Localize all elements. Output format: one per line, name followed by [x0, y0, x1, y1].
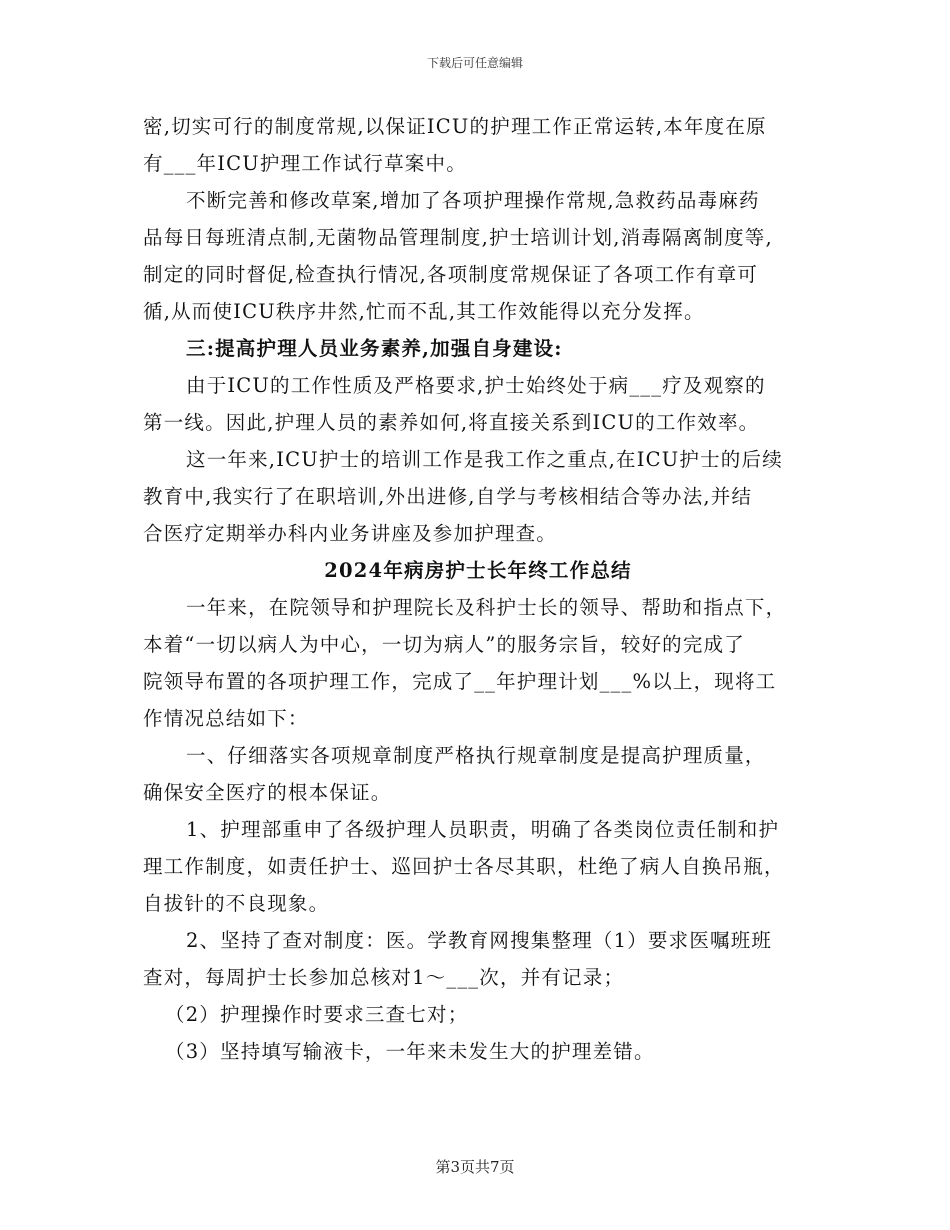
paragraph-line: 品每日每班清点制,无菌物品管理制度,护士培训计划,消毒隔离制度等, [143, 226, 773, 249]
section-heading: 三:提高护理人员业务素养,加强自身建设: [186, 337, 563, 360]
paragraph-line: 1、护理部重申了各级护理人员职责，明确了各类岗位责任制和护 [186, 818, 780, 841]
paragraph-line: 第一线。因此,护理人员的素养如何,将直接关系到ICU的工作效率。 [143, 411, 760, 434]
paragraph-line: 确保安全医疗的根本保证。 [143, 781, 392, 804]
paragraph-line: 理工作制度，如责任护士、巡回护士各尽其职，杜绝了病人自换吊瓶， [143, 855, 785, 878]
list-item: （2）护理操作时要求三查七对； [165, 1003, 469, 1026]
paragraph-line: 教育中,我实行了在职培训,外出进修,自学与考核相结合等办法,并结 [143, 485, 753, 508]
paragraph-line: 循,从而使ICU秩序井然,忙而不乱,其工作效能得以充分发挥。 [143, 300, 705, 323]
paragraph-line: 有___年ICU护理工作试行草案中。 [143, 152, 467, 175]
paragraph-line: 一、仔细落实各项规章制度严格执行规章制度是提高护理质量， [186, 744, 766, 767]
document-body [143, 108, 813, 1070]
paragraph-line: 自拔针的不良现象。 [143, 892, 330, 915]
paragraph-line: 2、坚持了查对制度：医。学教育网搜集整理（1）要求医嘱班班 [186, 929, 773, 952]
paragraph-line: 这一年来,ICU护士的培训工作是我工作之重点,在ICU护士的后续 [186, 448, 783, 471]
paragraph-line: 合医疗定期举办科内业务讲座及参加护理查。 [143, 522, 558, 545]
page-header: 下载后可任意编辑 [426, 56, 523, 70]
paragraph-line: 不断完善和修改草案,增加了各项护理操作常规,急救药品毒麻药 [186, 189, 760, 212]
paragraph-line: 作情况总结如下： [143, 707, 309, 730]
paragraph-line: 制定的同时督促,检查执行情况,各项制度常规保证了各项工作有章可 [143, 263, 759, 286]
paragraph-line: 密,切实可行的制度常规,以保证ICU的护理工作正常运转,本年度在原 [143, 115, 767, 138]
paragraph-line: 一年来，在院领导和护理院长及科护士长的领导、帮助和指点下， [186, 596, 787, 619]
paragraph-line: 查对，每周护士长参加总核对1～___次，并有记录； [143, 966, 625, 989]
document-title: 2024年病房护士长年终工作总结 [324, 559, 632, 582]
page-number: 第3页共7页 [435, 1158, 515, 1176]
paragraph-line: 由于ICU的工作性质及严格要求,护士始终处于病___疗及观察的 [186, 374, 766, 397]
list-item: （3）坚持填写输液卡，一年来未发生大的护理差错。 [165, 1040, 655, 1063]
paragraph-line: 院领导布置的各项护理工作，完成了__年护理计划___%以上，现将工 [143, 670, 777, 693]
paragraph-line: 本着“一切以病人为中心，一切为病人”的服务宗旨，较好的完成了 [143, 633, 745, 656]
